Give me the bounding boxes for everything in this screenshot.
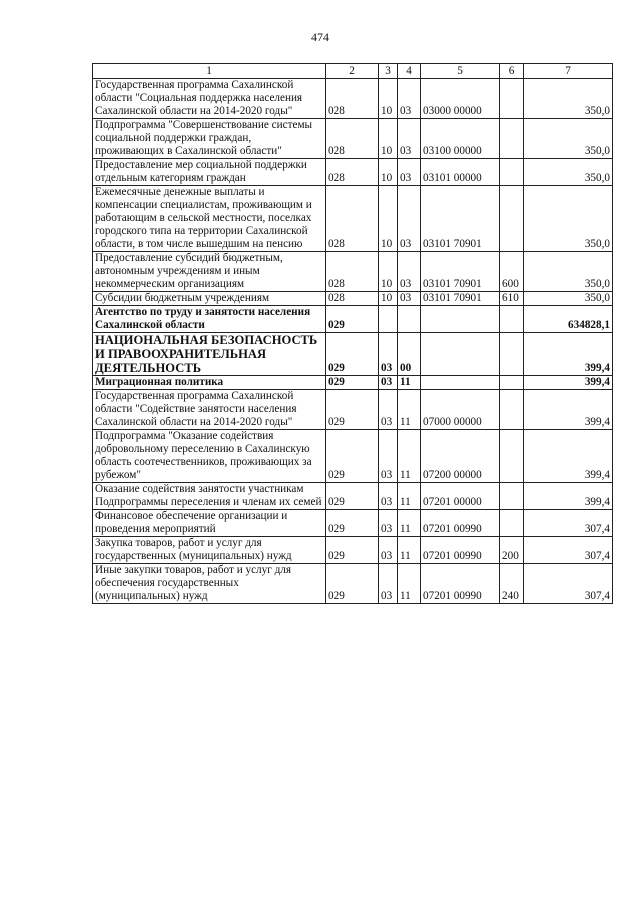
ministry-code-cell: 029 [326,564,379,604]
section-code-cell: 03 [379,483,398,510]
column-header: 1 [93,64,326,79]
section-code-cell: 03 [379,376,398,390]
ministry-code-cell: 028 [326,186,379,252]
row-name-cell: Подпрограмма "Оказание содействия добровольному переселению в Сахалинскую область соотечественников, проживающих за рубежом" [93,430,326,483]
target-article-cell: 07201 00990 [421,510,500,537]
target-article-cell [421,306,500,333]
subsection-code-cell: 11 [398,430,421,483]
amount-cell: 399,4 [524,483,613,510]
expense-type-cell [500,333,524,376]
target-article-cell [421,376,500,390]
table-row [93,390,613,430]
ministry-code-cell: 029 [326,306,379,333]
ministry-code-cell: 028 [326,292,379,306]
expense-type-cell: 610 [500,292,524,306]
amount-cell: 399,4 [524,333,613,376]
subsection-code-cell: 11 [398,537,421,564]
expense-type-cell [500,430,524,483]
expense-type-cell [500,79,524,119]
subsection-code-cell: 11 [398,564,421,604]
expense-type-cell [500,376,524,390]
column-header: 7 [524,64,613,79]
table-row [93,186,613,252]
section-code-cell: 03 [379,430,398,483]
table-row [93,430,613,483]
target-article-cell: 03100 00000 [421,119,500,159]
subsection-code-cell: 11 [398,390,421,430]
row-name-cell: Подпрограмма "Совершенствование системы социальной поддержки граждан, проживающих в Сахалинской области" [93,119,326,159]
ministry-code-cell: 028 [326,79,379,119]
table-row [93,483,613,510]
ministry-code-cell: 029 [326,333,379,376]
expense-type-cell [500,186,524,252]
table-row [93,159,613,186]
row-name-cell: Предоставление мер социальной поддержки отдельным категориям граждан [93,159,326,186]
target-article-cell: 03101 70901 [421,252,500,292]
table-row [93,564,613,604]
column-header: 4 [398,64,421,79]
ministry-code-cell: 029 [326,483,379,510]
subsection-code-cell: 03 [398,159,421,186]
row-name-cell: Оказание содействия занятости участникам Подпрограммы переселения и членам их семей [93,483,326,510]
row-name-cell: Закупка товаров, работ и услуг для государственных (муниципальных) нужд [93,537,326,564]
target-article-cell: 03000 00000 [421,79,500,119]
target-article-cell: 07201 00000 [421,483,500,510]
row-name-cell: Ежемесячные денежные выплаты и компенсации специалистам, проживающим и работающим в сельской местности, поселках городского типа на территории Сахалинской области, в том числе вышедшим на пенсию [93,186,326,252]
section-code-cell: 10 [379,119,398,159]
target-article-cell: 07200 00000 [421,430,500,483]
subsection-code-cell [398,306,421,333]
ministry-code-cell: 029 [326,430,379,483]
table-row [93,292,613,306]
expense-type-cell [500,510,524,537]
subsection-code-cell: 11 [398,483,421,510]
ministry-code-cell: 029 [326,376,379,390]
row-name-cell: Предоставление субсидий бюджетным, автономным учреждениям и иным некоммерческим организациям [93,252,326,292]
expense-type-cell: 240 [500,564,524,604]
row-name-cell: Государственная программа Сахалинской области "Социальная поддержка населения Сахалинской области на 2014-2020 годы" [93,79,326,119]
section-code-cell: 03 [379,537,398,564]
row-name-cell: Субсидии бюджетным учреждениям [93,292,326,306]
amount-cell: 399,4 [524,376,613,390]
expense-type-cell [500,483,524,510]
subsection-code-cell: 03 [398,292,421,306]
amount-cell: 350,0 [524,119,613,159]
table-row [93,119,613,159]
expense-type-cell: 600 [500,252,524,292]
section-code-cell: 03 [379,333,398,376]
table-body [93,79,613,604]
table-row [93,510,613,537]
table-row [93,306,613,333]
expense-type-cell: 200 [500,537,524,564]
budget-table [92,63,613,604]
target-article-cell: 03101 00000 [421,159,500,186]
amount-cell: 350,0 [524,159,613,186]
column-header: 6 [500,64,524,79]
amount-cell: 350,0 [524,79,613,119]
subsection-code-cell: 00 [398,333,421,376]
table-row [93,376,613,390]
amount-cell: 350,0 [524,252,613,292]
section-code-cell: 10 [379,79,398,119]
target-article-cell: 07000 00000 [421,390,500,430]
row-name-cell: Иные закупки товаров, работ и услуг для обеспечения государственных (муниципальных) нужд [93,564,326,604]
column-header: 3 [379,64,398,79]
expense-type-cell [500,390,524,430]
target-article-cell: 07201 00990 [421,564,500,604]
row-name-cell: НАЦИОНАЛЬНАЯ БЕЗОПАСНОСТЬ И ПРАВООХРАНИТЕЛЬНАЯ ДЕЯТЕЛЬНОСТЬ [93,333,326,376]
amount-cell: 307,4 [524,564,613,604]
table-row [93,333,613,376]
row-name-cell: Финансовое обеспечение организации и проведения мероприятий [93,510,326,537]
row-name-cell: Государственная программа Сахалинской области "Содействие занятости населения Сахалинской области на 2014-2020 годы" [93,390,326,430]
subsection-code-cell: 11 [398,376,421,390]
table-row [93,79,613,119]
amount-cell: 307,4 [524,510,613,537]
section-code-cell: 10 [379,252,398,292]
ministry-code-cell: 029 [326,390,379,430]
ministry-code-cell: 028 [326,252,379,292]
table-row [93,252,613,292]
column-header: 2 [326,64,379,79]
amount-cell: 307,4 [524,537,613,564]
subsection-code-cell: 03 [398,119,421,159]
table-row [93,537,613,564]
amount-cell: 350,0 [524,292,613,306]
subsection-code-cell: 11 [398,510,421,537]
target-article-cell: 03101 70901 [421,292,500,306]
expense-type-cell [500,159,524,186]
subsection-code-cell: 03 [398,252,421,292]
section-code-cell: 10 [379,186,398,252]
amount-cell: 634828,1 [524,306,613,333]
section-code-cell [379,306,398,333]
section-code-cell: 10 [379,292,398,306]
ministry-code-cell: 029 [326,510,379,537]
amount-cell: 399,4 [524,430,613,483]
amount-cell: 399,4 [524,390,613,430]
section-code-cell: 03 [379,564,398,604]
expense-type-cell [500,306,524,333]
ministry-code-cell: 028 [326,119,379,159]
section-code-cell: 03 [379,510,398,537]
ministry-code-cell: 029 [326,537,379,564]
target-article-cell: 03101 70901 [421,186,500,252]
section-code-cell: 10 [379,159,398,186]
section-code-cell: 03 [379,390,398,430]
target-article-cell [421,333,500,376]
amount-cell: 350,0 [524,186,613,252]
expense-type-cell [500,119,524,159]
ministry-code-cell: 028 [326,159,379,186]
row-name-cell: Агентство по труду и занятости населения Сахалинской области [93,306,326,333]
subsection-code-cell: 03 [398,186,421,252]
column-header: 5 [421,64,500,79]
subsection-code-cell: 03 [398,79,421,119]
target-article-cell: 07201 00990 [421,537,500,564]
page-number: 474 [311,30,329,44]
header-row [93,64,613,79]
row-name-cell: Миграционная политика [93,376,326,390]
